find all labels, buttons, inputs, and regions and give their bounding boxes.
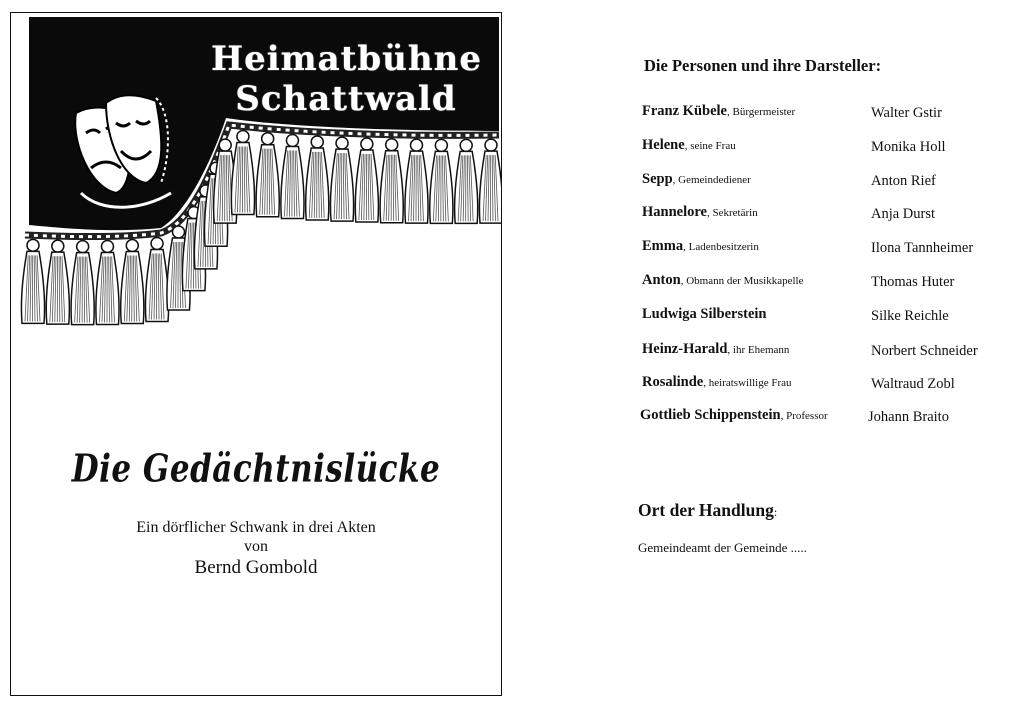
play-subtitle: [11, 518, 501, 580]
tassel: [480, 139, 501, 223]
role-name: Franz Kübele: [642, 103, 727, 119]
play-title: Die Gedächtnislücke: [71, 446, 441, 492]
role-description: , Sekretärin: [706, 207, 758, 219]
role: [642, 341, 789, 358]
role-name: Anton: [642, 272, 681, 288]
actor-name: Ilona Tannheimer: [871, 240, 974, 256]
tassel: [96, 240, 119, 324]
role: [642, 171, 751, 188]
tassel: [430, 139, 453, 223]
cast-row: [642, 103, 1012, 123]
cast-row: [642, 306, 1012, 326]
cast-page: [630, 0, 1023, 710]
troupe-title: [211, 39, 481, 119]
role: [642, 103, 795, 120]
tassel: [281, 134, 304, 218]
location-heading: [638, 500, 777, 521]
role-name: Helene: [642, 137, 685, 153]
tassel: [331, 137, 354, 221]
role-description: , Gemeindediener: [672, 174, 751, 186]
tassel: [455, 139, 478, 223]
actor-name: Walter Gstir: [871, 105, 942, 121]
actor-name: Monika Holl: [871, 139, 946, 155]
tassel: [71, 241, 94, 325]
tassel: [46, 240, 69, 324]
role-description: , ihr Ehemann: [727, 344, 790, 356]
location-text: Gemeindeamt der Gemeinde .....: [638, 540, 807, 555]
tassel: [146, 237, 169, 321]
cast-row: [640, 407, 1010, 427]
cast-row: [642, 171, 1012, 191]
subtitle-by: von: [244, 538, 268, 555]
role-description: , Bürgermeister: [726, 106, 796, 118]
role: [642, 272, 804, 289]
cover-page: [10, 12, 502, 696]
cast-row: [642, 137, 1012, 157]
tassel: [21, 239, 44, 323]
tassel: [355, 138, 378, 222]
role-description: , Obmann der Musikkapelle: [680, 275, 804, 287]
cast-row: [642, 272, 1012, 292]
role-name: Rosalinde: [642, 374, 704, 390]
role-description: , heiratswillige Frau: [703, 377, 792, 389]
tassel: [405, 139, 428, 223]
actor-name: Anton Rief: [871, 173, 936, 189]
troupe-line-2: Schattwald: [235, 79, 457, 119]
role-name: Hannelore: [642, 204, 707, 220]
role-name: Emma: [642, 238, 684, 254]
actor-name: Norbert Schneider: [871, 343, 978, 359]
role: [642, 374, 792, 391]
role: [642, 137, 736, 154]
role-name: Gottlieb Schippenstein: [640, 407, 781, 423]
location-heading-colon: :: [773, 505, 778, 519]
role-description: , Professor: [780, 410, 828, 422]
cast-row: [642, 204, 1012, 224]
troupe-line-1: Heimatbühne: [211, 39, 482, 79]
cast-row: [642, 238, 1012, 258]
actor-name: Silke Reichle: [871, 308, 949, 324]
author-name: Bernd Gombold: [194, 557, 318, 578]
actor-name: Johann Braito: [868, 409, 949, 425]
cast-row: [642, 341, 1012, 361]
role-name: Sepp: [642, 171, 673, 187]
actor-name: Anja Durst: [871, 206, 936, 222]
cast-heading: Die Personen und ihre Darsteller:: [644, 56, 882, 75]
role-name: Ludwiga Silberstein: [642, 306, 767, 322]
subtitle-genre: Ein dörflicher Schwank in drei Akten: [136, 519, 376, 536]
actor-name: Thomas Huter: [871, 274, 955, 290]
role-description: , Ladenbesitzerin: [683, 241, 759, 253]
tassel: [380, 139, 403, 223]
role: [640, 407, 828, 424]
actor-name: Waltraud Zobl: [871, 376, 955, 392]
role: [642, 306, 766, 323]
tassel: [121, 240, 144, 324]
role-name: Heinz-Harald: [642, 341, 728, 357]
location-heading-text: Ort der Handlung: [638, 500, 774, 520]
tassel: [306, 136, 329, 220]
cast-row: [642, 374, 1012, 394]
tassel: [231, 130, 254, 214]
role: [642, 238, 759, 255]
role-description: , seine Frau: [684, 140, 736, 152]
role: [642, 204, 758, 221]
tassel: [256, 133, 279, 217]
